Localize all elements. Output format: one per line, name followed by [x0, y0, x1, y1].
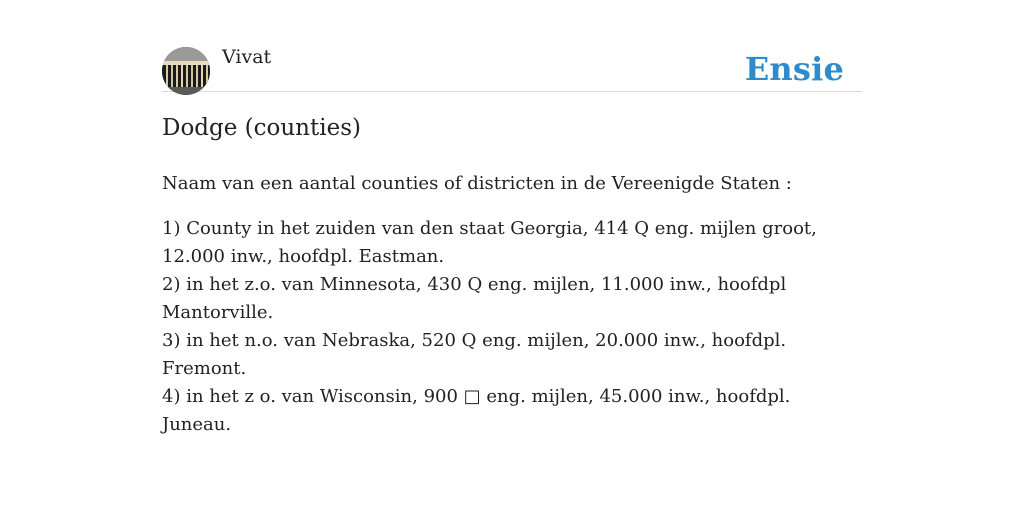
article-page — [162, 0, 862, 435]
source-name[interactable]: Vivat — [222, 46, 272, 68]
list-item: 2) in het z.o. van Minnesota, 430 Q eng. mijlen, 11.000 inw., hoofdpl Mantorville. — [162, 274, 787, 323]
book-spines-icon[interactable] — [162, 47, 210, 95]
article-intro: Naam van een aantal counties of districten in de Vereenigde Staten : — [162, 173, 792, 194]
list-item: 1) County in het zuiden van den staat Georgia, 414 Q eng. mijlen groot, 12.000 inw., hoofdpl. Eastman. — [162, 218, 817, 267]
list-item: 4) in het z o. van Wisconsin, 900 □ eng. mijlen, 45.000 inw., hoofdpl. Juneau. — [162, 386, 791, 435]
brand-logo[interactable]: Ensie — [744, 50, 844, 88]
list-item: 3) in het n.o. van Nebraska, 520 Q eng. mijlen, 20.000 inw., hoofdpl. Fremont. — [162, 330, 787, 379]
page-title: Dodge (counties) — [162, 115, 361, 141]
article-header — [162, 0, 862, 92]
entry-list — [162, 215, 862, 439]
